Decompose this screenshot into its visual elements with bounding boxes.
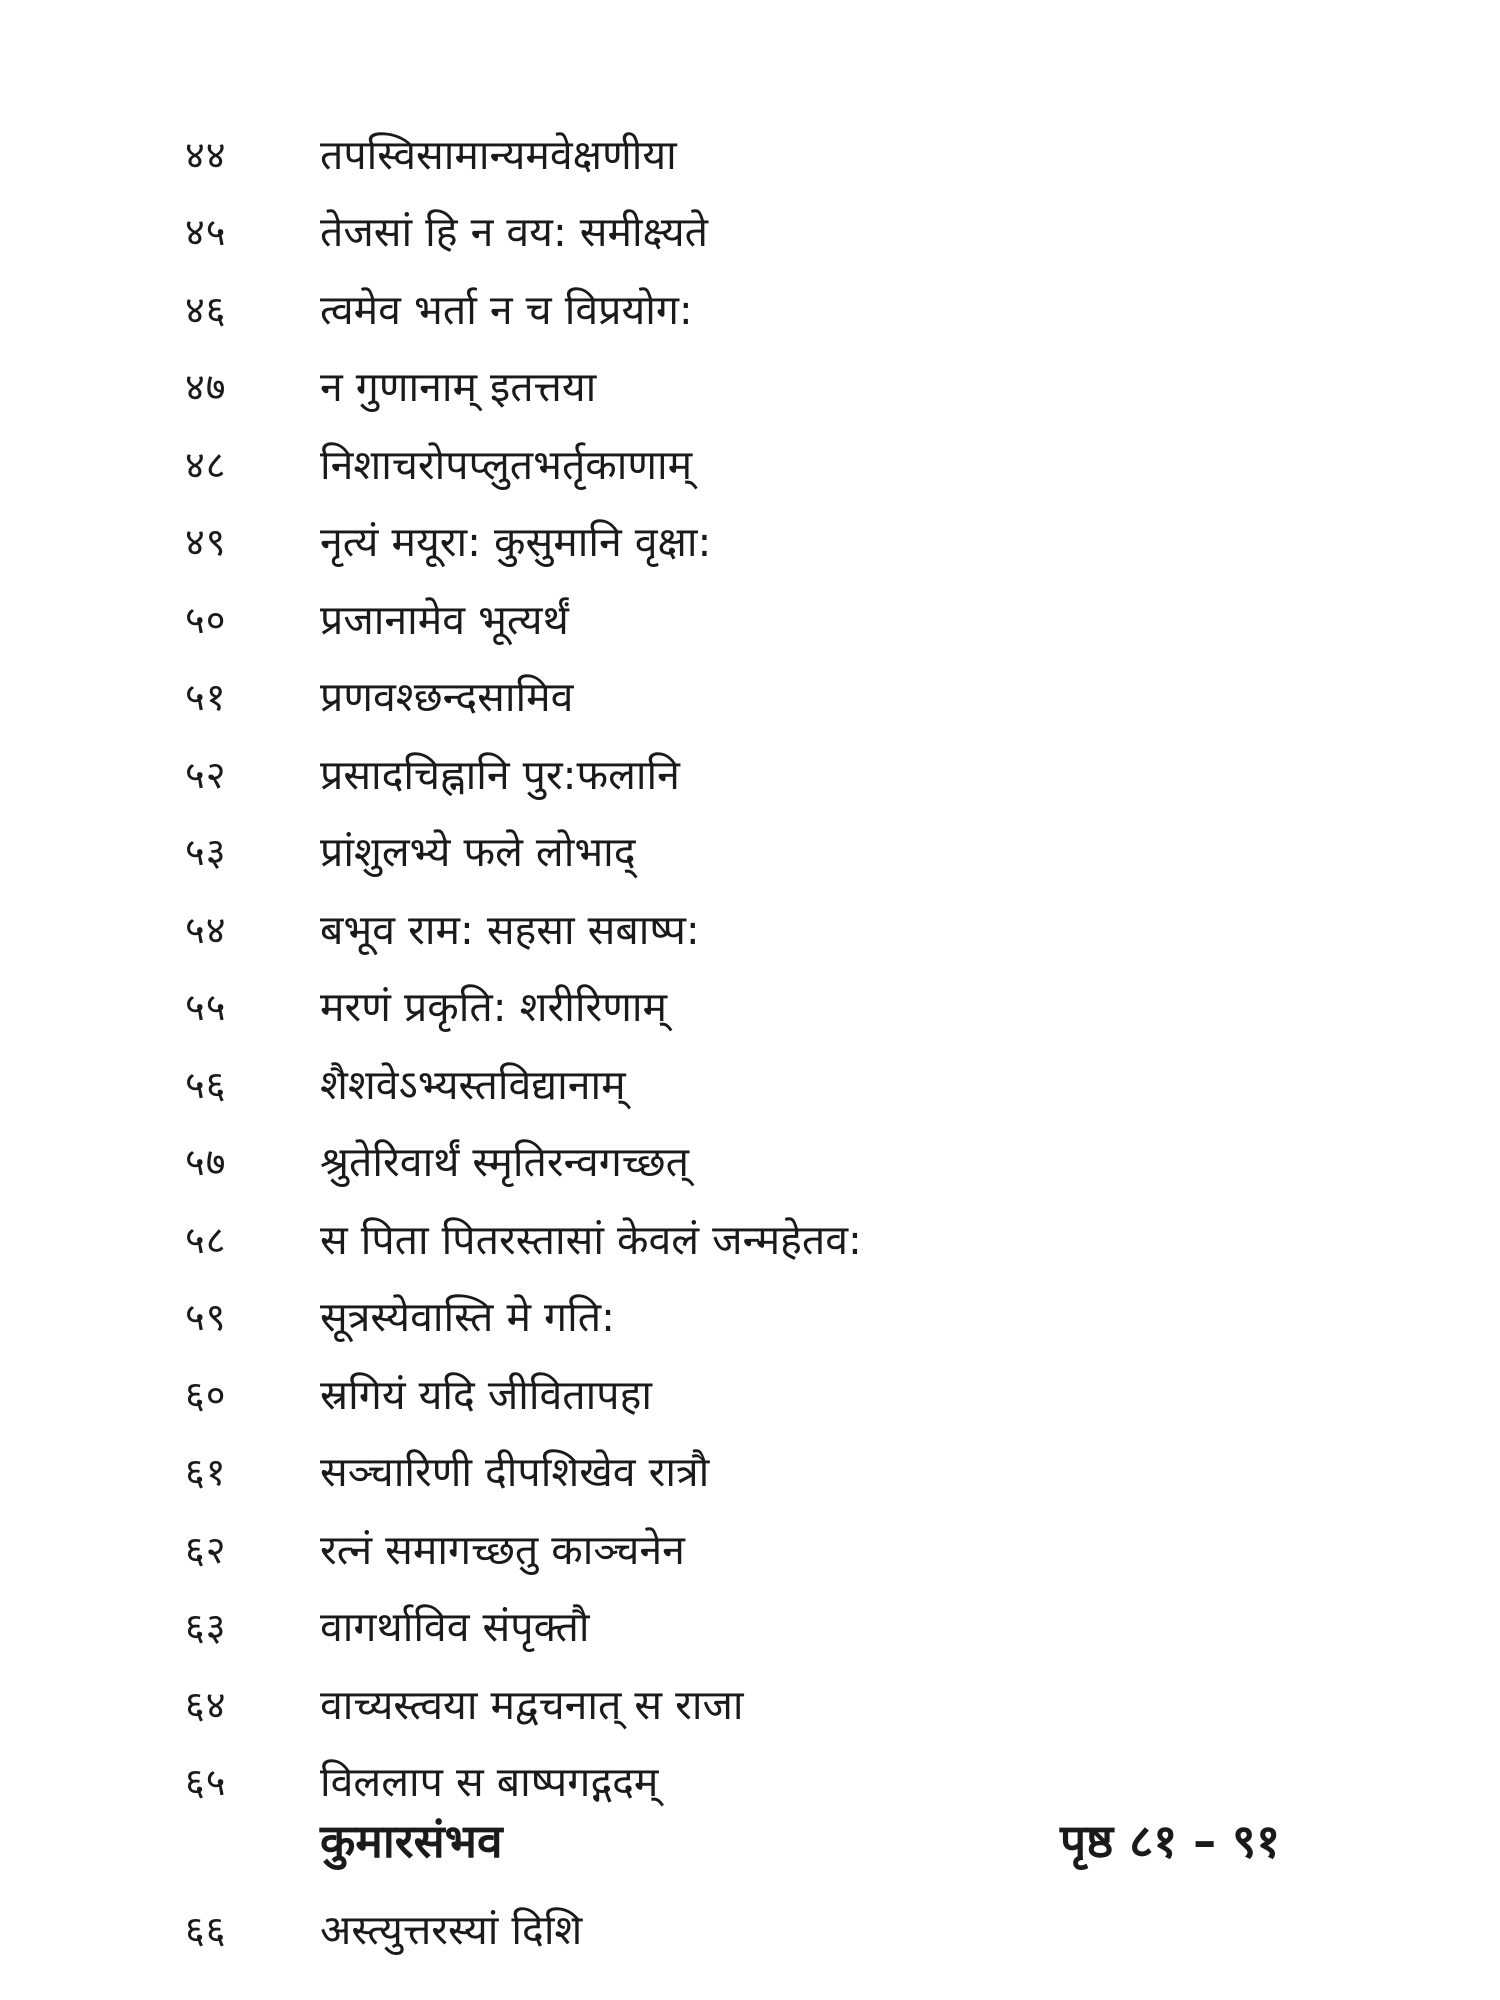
entry-title: प्रांशुलभ्ये फले लोभाद् xyxy=(320,828,636,877)
list-item xyxy=(185,1200,1285,1278)
entry-number: ५५ xyxy=(185,985,227,1030)
entry-number: ५९ xyxy=(185,1295,227,1340)
entry-title: प्रसादचिह्नानि पुर:फलानि xyxy=(320,750,680,799)
entry-title: वागर्थाविव संपृक्तौ xyxy=(320,1603,590,1652)
entry-number: ४८ xyxy=(185,442,227,487)
list-item xyxy=(185,1278,1285,1356)
entry-number: ४५ xyxy=(185,210,227,255)
entry-number: ५६ xyxy=(185,1062,227,1107)
list-item xyxy=(185,1665,1285,1743)
entry-title: तेजसां हि न वय: समीक्ष्यते xyxy=(320,208,709,257)
entry-title: नृत्यं मयूरा: कुसुमानि वृक्षा: xyxy=(320,518,712,567)
entry-number: ५८ xyxy=(185,1217,227,1262)
entry-number: ६१ xyxy=(185,1450,227,1495)
entry-list-continued xyxy=(185,1890,1285,1968)
entry-number: ६३ xyxy=(185,1605,227,1650)
entry-title: प्रणवश्छन्दसामिव xyxy=(320,673,574,722)
entry-number: ५१ xyxy=(185,675,227,720)
entry-title: न गुणानाम् इतत्तया xyxy=(320,363,597,412)
entry-title: प्रजानामेव भूत्यर्थं xyxy=(320,595,569,644)
list-item xyxy=(185,1510,1285,1588)
section-title: कुमारसंभव xyxy=(320,1814,503,1868)
list-item xyxy=(185,1433,1285,1511)
entry-number: ४६ xyxy=(185,287,227,332)
entry-title: सूत्रस्येवास्ति मे गति: xyxy=(320,1293,615,1342)
list-item xyxy=(185,1588,1285,1666)
list-item xyxy=(185,193,1285,271)
entry-number: ५० xyxy=(185,597,227,642)
entry-number: ४७ xyxy=(185,365,227,410)
entry-list xyxy=(185,115,1285,1820)
entry-number: ५३ xyxy=(185,830,227,875)
list-item xyxy=(185,270,1285,348)
list-item xyxy=(185,348,1285,426)
list-item xyxy=(185,735,1285,813)
list-item xyxy=(185,1890,1285,1968)
entry-title: सञ्चारिणी दीपशिखेव रात्रौ xyxy=(320,1448,710,1497)
entry-title: त्वमेव भर्ता न च विप्रयोग: xyxy=(320,285,693,334)
entry-number: ६० xyxy=(185,1372,227,1417)
list-item xyxy=(185,503,1285,581)
entry-title: तपस्विसामान्यमवेक्षणीया xyxy=(320,130,677,179)
entry-title: शैशवेऽभ्यस्तविद्यानाम् xyxy=(320,1060,626,1109)
entry-number: ४४ xyxy=(185,132,227,177)
entry-title: बभूव राम: सहसा सबाष्प: xyxy=(320,905,700,954)
entry-title: मरणं प्रकृति: शरीरिणाम् xyxy=(320,983,668,1032)
entry-number: ६४ xyxy=(185,1682,227,1727)
section-page-range: पृष्ठ ८१ – ९१ xyxy=(1060,1814,1280,1868)
entry-number: ६६ xyxy=(185,1907,227,1952)
entry-number: ६५ xyxy=(185,1760,227,1805)
entry-number: ६२ xyxy=(185,1527,227,1572)
list-item xyxy=(185,890,1285,968)
list-item xyxy=(185,425,1285,503)
list-item xyxy=(185,658,1285,736)
section-header xyxy=(320,1800,1280,1880)
list-item xyxy=(185,115,1285,193)
entry-title: स्रगियं यदि जीवितापहा xyxy=(320,1370,652,1419)
list-item xyxy=(185,968,1285,1046)
entry-title: निशाचरोपप्लुतभर्तृकाणाम् xyxy=(320,440,693,489)
entry-title: स पिता पितरस्तासां केवलं जन्महेतव: xyxy=(320,1215,862,1264)
list-item xyxy=(185,1355,1285,1433)
entry-title: अस्त्युत्तरस्यां दिशि xyxy=(320,1905,583,1954)
entry-title: विललाप स बाष्पगद्गदम् xyxy=(320,1758,659,1807)
entry-number: ५२ xyxy=(185,752,227,797)
entry-number: ५७ xyxy=(185,1140,227,1185)
list-item xyxy=(185,1045,1285,1123)
list-item xyxy=(185,1123,1285,1201)
list-item xyxy=(185,580,1285,658)
entry-number: ५४ xyxy=(185,907,227,952)
entry-title: रत्नं समागच्छतु काञ्चनेन xyxy=(320,1525,685,1574)
entry-title: वाच्यस्त्वया मद्वचनात् स राजा xyxy=(320,1680,744,1729)
entry-number: ४९ xyxy=(185,520,227,565)
list-item xyxy=(185,813,1285,891)
entry-title: श्रुतेरिवार्थं स्मृतिरन्वगच्छत् xyxy=(320,1138,689,1187)
